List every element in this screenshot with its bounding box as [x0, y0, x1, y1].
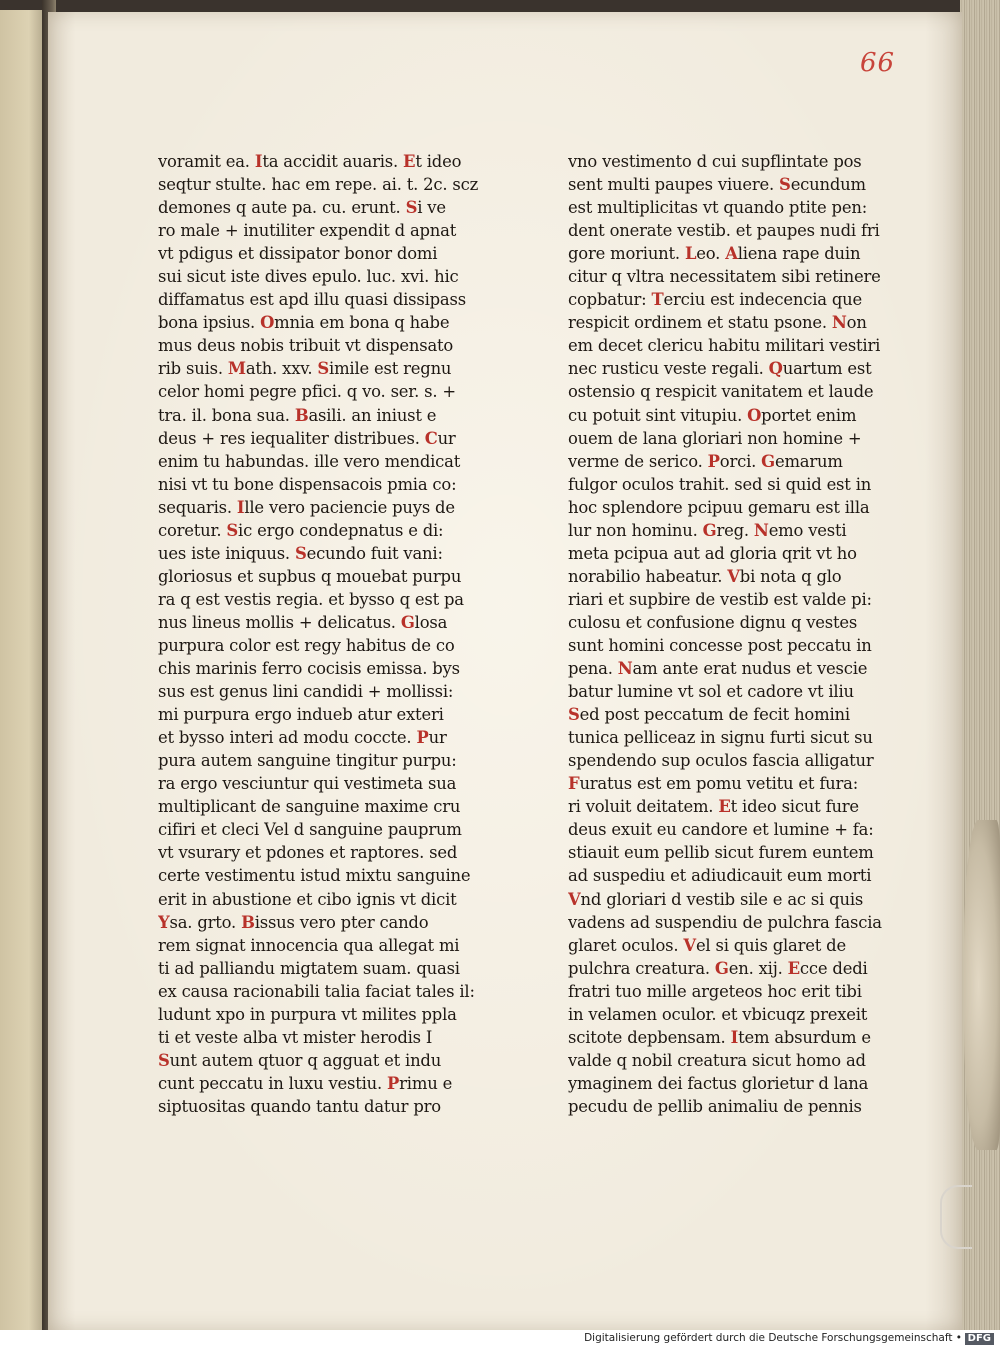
text-line: et bysso interi ad modu coccte. Pur	[158, 728, 447, 748]
text-line: nisi vt tu bone dispensacois pmia co:	[158, 474, 457, 494]
text-line: rib suis. Math. xxv. Simile est regnu	[158, 359, 452, 379]
text-line: lur non hominu. Greg. Nemo vesti	[568, 520, 847, 540]
folio-number: 66	[860, 48, 896, 78]
text-line: ostensio q respicit vanitatem et laude	[568, 382, 874, 402]
text-line: cunt peccatu in luxu vestiu. Primu e	[158, 1073, 453, 1093]
text-line: verme de serico. Porci. Gemarum	[568, 451, 843, 471]
text-line: bona ipsius. Omnia em bona q habe	[158, 313, 450, 333]
text-line: seqtur stulte. hac em repe. ai. t. 2c. scz	[158, 175, 479, 195]
text-line: fratri tuo mille argeteos hoc erit tibi	[568, 981, 862, 1001]
text-line: sequaris. Ille vero paciencie puys de	[158, 497, 455, 517]
text-line: vno vestimento d cui supflintate pos	[568, 152, 862, 171]
text-column-right	[568, 150, 898, 1118]
text-line: copbatur: Terciu est indecencia que	[568, 290, 862, 310]
dfg-logo: DFG	[965, 1333, 994, 1345]
page-stack-edge	[960, 0, 1000, 1330]
text-line: mi purpura ergo indueb atur exteri	[158, 705, 444, 725]
text-line: cifiri et cleci Vel d sanguine pauprum	[158, 820, 462, 840]
text-line: mus deus nobis tribuit vt dispensato	[158, 336, 454, 356]
text-line: vt pdigus et dissipator bonor domi	[158, 244, 438, 264]
text-line: vadens ad suspendiu de pulchra fascia	[568, 912, 882, 932]
text-line: vt vsurary et pdones et raptores. sed	[158, 843, 458, 863]
text-line: Furatus est em pomu vetitu et fura:	[568, 774, 859, 794]
text-line: ludunt xpo in purpura vt milites ppla	[158, 1004, 457, 1024]
text-line: gloriosus et supbus q mouebat purpu	[158, 566, 462, 586]
text-line: deus exuit eu candore et lumine + fa:	[568, 820, 874, 840]
text-line: dent onerate vestib. et paupes nudi fri	[568, 221, 880, 241]
text-line: enim tu habundas. ille vero mendicat	[158, 451, 461, 471]
text-line: Sed post peccatum de fecit homini	[568, 705, 850, 725]
text-line: ra q est vestis regia. et bysso q est pa	[158, 589, 464, 609]
text-line: fulgor oculos trahit. sed si quid est in	[568, 474, 872, 494]
text-line: pulchra creatura. Gen. xij. Ecce dedi	[568, 958, 868, 978]
text-line: ad suspediu et adiudicauit eum morti	[568, 866, 872, 886]
text-line: erit in abustione et cibo ignis vt dicit	[158, 889, 457, 909]
text-line: coretur. Sic ergo condepnatus e di:	[158, 520, 444, 540]
text-line: ri voluit deitatem. Et ideo sicut fure	[568, 797, 859, 817]
text-line: gore moriunt. Leo. Aliena rape duin	[568, 244, 861, 264]
text-line: chis marinis ferro cocisis emissa. bys	[158, 659, 460, 679]
text-line: sus est genus lini candidi + mollissi:	[158, 682, 454, 702]
text-line: Sunt autem qtuor q agguat et indu	[158, 1050, 442, 1070]
text-line: voramit ea. Ita accidit auaris. Et ideo	[158, 152, 462, 171]
text-line: respicit ordinem et statu psone. Non	[568, 313, 867, 333]
page-clip	[940, 1185, 972, 1249]
text-line: ues iste iniquus. Secundo fuit vani:	[158, 543, 443, 563]
text-line: siptuositas quando tantu datur pro	[158, 1096, 441, 1116]
text-line: ouem de lana gloriari non homine +	[568, 428, 862, 448]
text-line: est multiplicitas vt quando ptite pen:	[568, 198, 868, 218]
text-line: culosu et confusione dignu q vestes	[568, 612, 858, 632]
text-line: tra. il. bona sua. Basili. an iniust e	[158, 405, 437, 425]
text-line: ex causa racionabili talia faciat tales il:	[158, 981, 475, 1001]
text-line: norabilio habeatur. Vbi nota q glo	[568, 566, 842, 586]
text-line: pura autem sanguine tingitur purpu:	[158, 751, 457, 771]
text-line: pena. Nam ante erat nudus et vescie	[568, 659, 868, 679]
text-line: cu potuit sint vitupiu. Oportet enim	[568, 405, 857, 425]
text-line: spendendo sup oculos fascia alligatur	[568, 751, 874, 771]
text-line: celor homi pegre pfici. q vo. ser. s. +	[158, 382, 456, 402]
text-line: certe vestimentu istud mixtu sanguine	[158, 866, 471, 886]
text-line: nec rusticu veste regali. Quartum est	[568, 359, 872, 379]
text-line: Ysa. grto. Bissus vero pter cando	[158, 912, 429, 932]
text-line: glaret oculos. Vel si quis glaret de	[568, 935, 846, 955]
manuscript-page	[48, 12, 962, 1330]
text-line: pecudu de pellib animaliu de pennis	[568, 1096, 862, 1116]
text-line: in velamen oculor. et vbicuqz prexeit	[568, 1004, 868, 1024]
text-line: multiplicant de sanguine maxime cru	[158, 797, 461, 817]
text-line: scitote depbensam. Item absurdum e	[568, 1027, 871, 1047]
text-line: demones q aute pa. cu. erunt. Si ve	[158, 198, 446, 218]
text-line: meta pcipua aut ad gloria qrit vt ho	[568, 543, 857, 563]
text-line: sent multi paupes viuere. Secundum	[568, 175, 866, 195]
text-line: ti et veste alba vt mister herodis I	[158, 1027, 433, 1047]
text-line: sunt homini concesse post peccatu in	[568, 635, 872, 655]
text-line: citur q vltra necessitatem sibi retinere	[568, 267, 881, 287]
footer-bar	[0, 1330, 1000, 1348]
text-line: ra ergo vesciuntur qui vestimeta sua	[158, 774, 457, 794]
text-line: nus lineus mollis + delicatus. Glosa	[158, 612, 448, 632]
text-line: purpura color est regy habitus de co	[158, 635, 455, 655]
text-line: sui sicut iste dives epulo. luc. xvi. hic	[158, 267, 459, 287]
text-line: valde q nobil creatura sicut homo ad	[568, 1050, 866, 1070]
text-line: Vnd gloriari d vestib sile e ac si quis	[568, 889, 864, 909]
text-line: tunica pelliceaz in signu furti sicut su	[568, 728, 873, 748]
funding-credit: Digitalisierung gefördert durch die Deutsche Forschungsgemeinschaft •	[584, 1332, 962, 1344]
text-line: deus + res iequaliter distribues. Cur	[158, 428, 456, 448]
text-column-left	[158, 150, 480, 1118]
text-line: em decet clericu habitu militari vestiri	[568, 336, 881, 356]
previous-leaf-edge	[0, 10, 48, 1330]
text-line: stiauit eum pellib sicut furem euntem	[568, 843, 874, 863]
text-line: rem signat innocencia qua allegat mi	[158, 935, 460, 955]
text-line: ymaginem dei factus glorietur d lana	[568, 1073, 869, 1093]
torn-page-edge	[964, 820, 1000, 1150]
text-line: batur lumine vt sol et cadore vt iliu	[568, 682, 854, 702]
text-line: diffamatus est apd illu quasi dissipass	[158, 290, 466, 310]
text-line: ro male + inutiliter expendit d apnat	[158, 221, 457, 241]
text-line: ti ad palliandu migtatem suam. quasi	[158, 958, 460, 978]
text-line: riari et supbire de vestib est valde pi:	[568, 589, 872, 609]
text-line: hoc splendore pcipuu gemaru est illa	[568, 497, 870, 517]
